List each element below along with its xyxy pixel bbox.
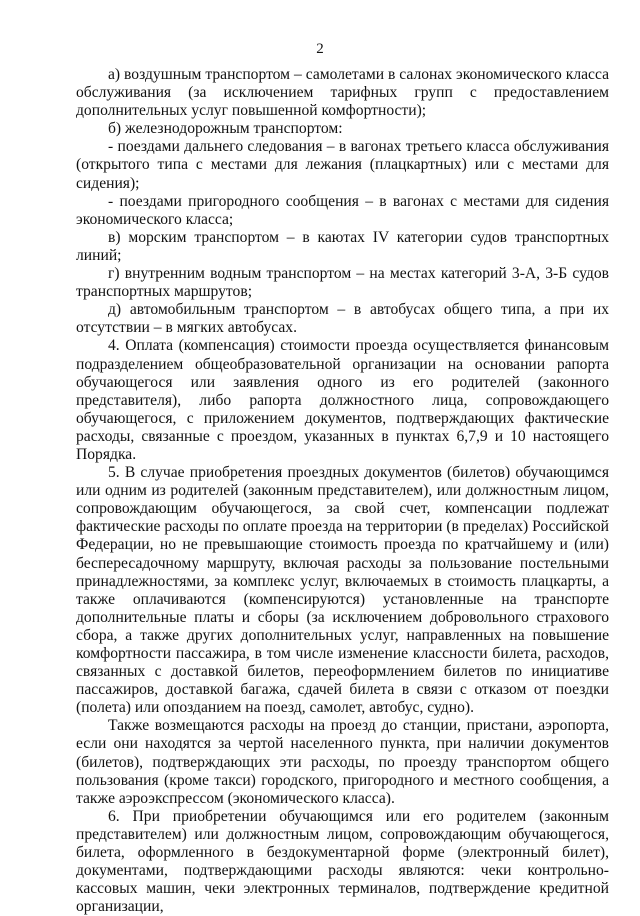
paragraph-suburban-trains: - поездами пригородного сообщения – в вагонах с местами для сидения экономического класса; <box>76 192 609 228</box>
paragraph-sea-transport: в) морским транспортом – в каютах IV категории судов транспортных линий; <box>76 228 609 264</box>
paragraph-road-transport: д) автомобильным транспортом – в автобусах общего типа, а при их отсутствии – в мягких автобусах. <box>76 301 609 337</box>
page-number: 2 <box>316 41 324 57</box>
document-body <box>76 66 609 916</box>
paragraph-additional-expenses: Также возмещаются расходы на проезд до станции, пристани, аэропорта, если они находятся за чертой населенного пункта, при наличии документов (билетов), подтверждающих эти расходы, по проезду транспортом общего пользования (кроме такси) городского, пригородного и местного сообщения, а также аэроэкспрессом (экономического класса). <box>76 717 609 807</box>
paragraph-item-5: 5. В случае приобретения проездных документов (билетов) обучающимся или одним из родителей (законным представителем), или должностным лицом, сопровождающим обучающегося, за свой счет, компенсации подлежат фактические расходы по оплате проезда на территории (в пределах) Российской Федерации, но не превышающие стоимость проезда по кратчайшему и (или) беспересадочному маршруту, включая расходы за пользование постельными принадлежностями, за комплекс услуг, включаемых в стоимость плацкарты, а также оплачиваются (компенсируются) установленные на транспорте дополнительные платы и сборы (за исключением добровольного страхового сбора, а также других дополнительных услуг, направленных на повышение комфортности пассажира, в том числе изменение классности билета, расходов, связанных с доставкой билетов, переоформлением билетов по инициативе пассажиров, доставкой багажа, сдачей билета в связи с отказом от поездки (полета) или опозданием на поезд, самолет, автобус, судно). <box>76 464 609 717</box>
paragraph-item-6: 6. При приобретении обучающимся или его родителем (законным представителем) или должностным лицом, сопровождающим обучающегося, билета, оформленного в бездокументарной форме (электронный билет), документами, подтверждающими расходы являются: чеки контрольно-кассовых машин, чеки электронных терминалов, подтверждение кредитной организации, <box>76 807 609 916</box>
paragraph-long-distance-trains: - поездами дальнего следования – в вагонах третьего класса обслуживания (открытого типа с местами для лежания (плацкартных) или с местами для сидения); <box>76 138 609 192</box>
paragraph-item-4: 4. Оплата (компенсация) стоимости проезда осуществляется финансовым подразделением общеобразовательной организации на основании рапорта обучающегося или заявления одного из его родителей (законного представителя), либо рапорта должностного лица, сопровождающего обучающегося, с приложением документов, подтверждающих фактические расходы, связанные с проездом, указанных в пунктах 6,7,9 и 10 настоящего Порядка. <box>76 337 609 463</box>
paragraph-air-transport: а) воздушным транспортом – самолетами в салонах экономического класса обслуживания (за исключением тарифных групп с предоставлением дополнительных услуг повышенной комфортности); <box>76 66 609 120</box>
paragraph-inland-water-transport: г) внутренним водным транспортом – на местах категорий 3-А, 3-Б судов транспортных маршрутов; <box>76 265 609 301</box>
paragraph-rail-transport: б) железнодорожным транспортом: <box>108 120 343 138</box>
